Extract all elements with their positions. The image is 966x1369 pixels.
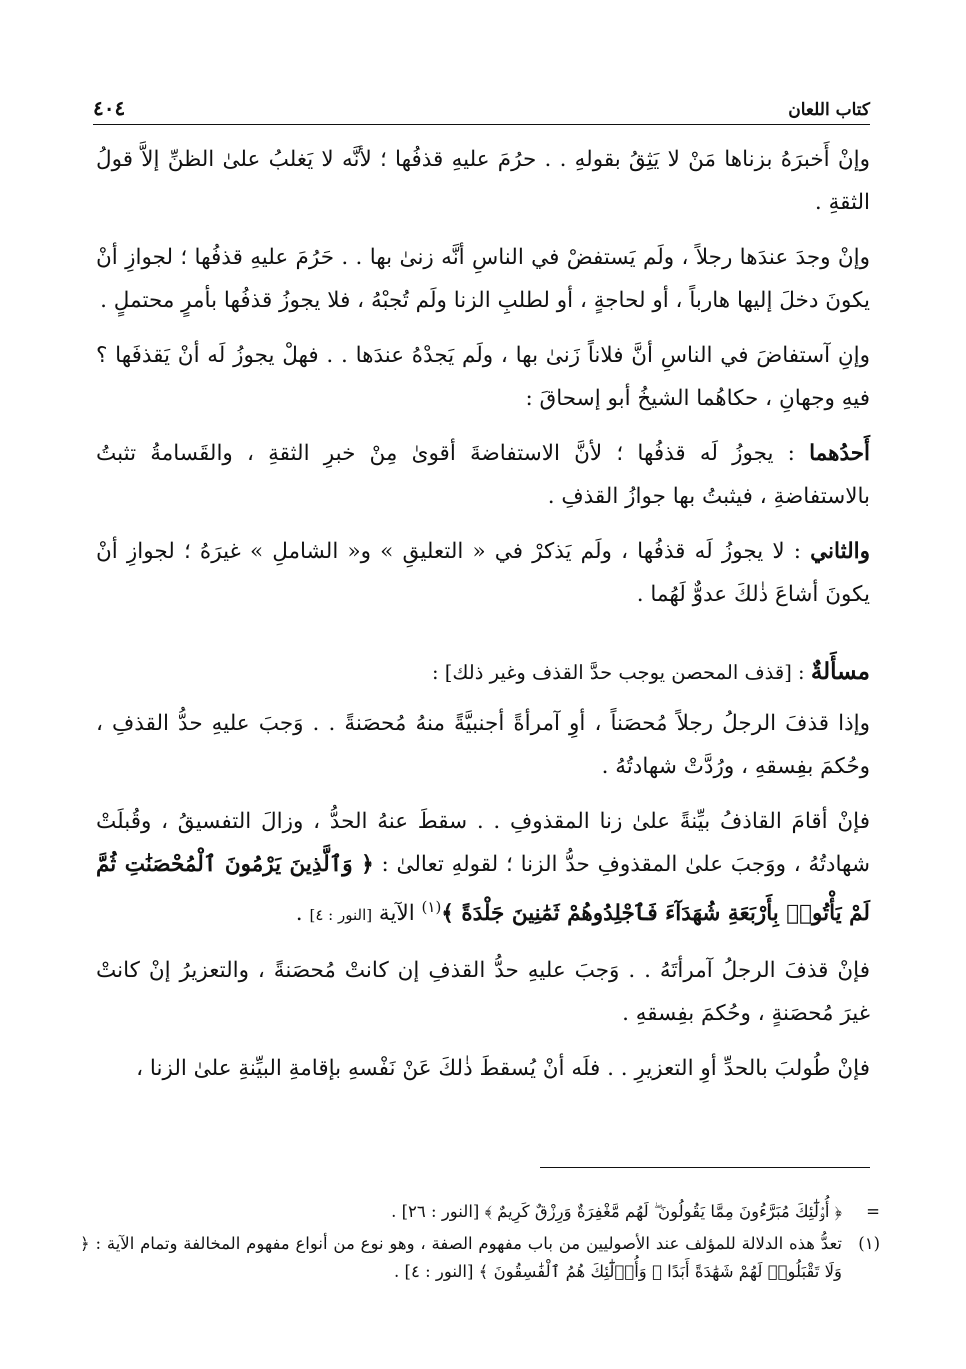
running-title: كتاب اللعان	[788, 100, 870, 120]
verse-intro: فإنْ أقامَ القاذفُ بيِّنةً علىٰ زنا المقذوفِ . . سقطَ عنهُ الحدُّ ، وزالَ التفسيقُ ، وقُبلَتْ شهادتُهُ ، ووَجبَ علىٰ المقذوفِ حدُّ الزنا ؛ لقولهِ تعالىٰ :	[96, 809, 870, 877]
footnote-text: ﴿ أُو۟لَٰٓئِكَ مُبَرَّءُونَ مِمَّا يَقُولُونَ ۖ لَهُم مَّغْفِرَةٌ وَرِزْقٌ كَرِيمٌ ﴾ [النور : ٢٦] .	[391, 1202, 842, 1221]
footnotes	[80, 1198, 880, 1290]
footnote-1	[80, 1230, 880, 1286]
section-spacer	[96, 628, 870, 650]
header-rule	[93, 124, 870, 125]
issue-title: : [قذف المحصن يوجب حدَّ القذف وغير ذلك] :	[431, 661, 811, 684]
paragraph: وإذا قذفَ الرجلُ رجلاً مُحصَناً ، أوِ آمرأةً أجنبيَّةً منهُ مُحصَنةً . . وَجبَ عليهِ حدُّ القذفِ ، وحُكمَ بفِسقهِ ، ورُدَّتْ شهادتُهُ .	[96, 711, 870, 779]
paragraph: فإنْ قذفَ الرجلُ آمرأتَهُ . . وَجبَ عليهِ حدُّ القذفِ إن كانتْ مُحصَنةً ، والتعزيرُ إنْ كانتْ غيرَ مُحصَنةٍ ، وحُكمَ بفِسقهِ .	[96, 958, 870, 1027]
opinion-one-lead: أَحدُهما	[809, 441, 870, 466]
opinion-two-lead: والثاني	[810, 539, 870, 564]
paragraph: وإنْ وجدَ عندَها رجلاً ، ولَم يَستفضْ في الناسِ أنَّه زنىٰ بها . . حَرُمَ عليهِ قذفُها ؛ لجوازِ أنْ يكونَ دخلَ إليها هارباً ، أو لحاجةٍ ، أو لطلبِ الزنا ولَم تُجبْهُ ، فلا يجوزُ قذفُها بأمرٍ محتملٍ .	[96, 245, 870, 313]
main-text	[96, 138, 870, 1102]
paragraph: وإنِ آستفاضَ في الناسِ أنَّ فلاناً زَنىٰ بها ، ولَم يَجدْهُ عندَها . . فهلْ يجوزُ لَه أنْ يَقذفَها ؟ فيهِ وجهانِ ، حكاهُما الشيخُ أبو إسحاقَ :	[96, 343, 870, 411]
footnote-continuation	[80, 1198, 880, 1226]
footnote-mark: (١)	[858, 1234, 880, 1253]
paragraph: وإنْ أَخبرَهُ بزناها مَنْ لا يَثِقُ بقولهِ . . حرُمَ عليهِ قذفُها ؛ لأنَّه لا يَغلبُ علىٰ الظنِّ إلاَّ قولُ الثقةِ .	[96, 147, 870, 215]
issue-label: مسأَلةٌ	[810, 658, 870, 685]
footnote-rule	[540, 1167, 870, 1168]
quran-verse: ﴿ وَٱلَّذِينَ يَرْمُونَ ٱلْمُحْصَنَٰتِ ثُمَّ لَمْ يَأْتُوا۟ بِأَرْبَعَةِ شُهَدَآءَ فَٱجْلِدُوهُمْ ثَمَٰنِينَ جَلْدَةً ﴾	[96, 852, 870, 927]
verse-paragraph	[96, 800, 870, 937]
paragraph: فإنْ طُولبَ بالحدِّ أوِ التعزيرِ . . فلَه أنْ يُسقطَ ذٰلكَ عَنْ نَفْسهِ بإقامةِ البيِّنةِ علىٰ الزنا ،	[136, 1056, 870, 1082]
issue-heading	[96, 650, 870, 694]
opinion-two-text: : لا يجوزُ لَه قذفُها ، ولَم يَذكرْ في « التعليقِ » و« الشاملِ » غيرَهُ ؛ لجوازِ أنْ يكونَ أشاعَ ذٰلكَ عدوٌّ لَهُما .	[96, 539, 870, 607]
opinion-two-paragraph	[96, 530, 870, 616]
footnote-text: تعدُّ هذه الدلالة للمؤلف عند الأصوليين من باب مفهوم الصفة ، وهو نوع من أنواع مفهوم المخالفة وتمام الآية : ﴿ وَلَا تَقْبَلُوا۟ لَهُمْ شَهَٰدَةً أَبَدًا ۚ وَأُو۟لَٰٓئِكَ هُمُ ٱلْفَٰسِقُونَ ﴾ [النور : ٤] .	[80, 1234, 842, 1281]
verse-end: .	[295, 901, 310, 927]
opinion-one-paragraph	[96, 432, 870, 518]
footnote-mark: =	[866, 1202, 880, 1221]
page-header	[93, 88, 870, 120]
footnote-marker: (١)	[421, 898, 442, 916]
verse-tail: الآية	[372, 901, 422, 927]
opinion-one-text: : يجوزُ لَه قذفُها ؛ لأنَّ الاستفاضةَ أقوىٰ مِنْ خبرِ الثقةِ ، والقَسامةُ تثبتُ بالاستفاضةِ ، فيثبتُ بها جوازُ القذفِ .	[96, 441, 870, 509]
page-number: ٤٠٤	[93, 96, 126, 120]
verse-reference: [النور : ٤]	[309, 906, 373, 925]
